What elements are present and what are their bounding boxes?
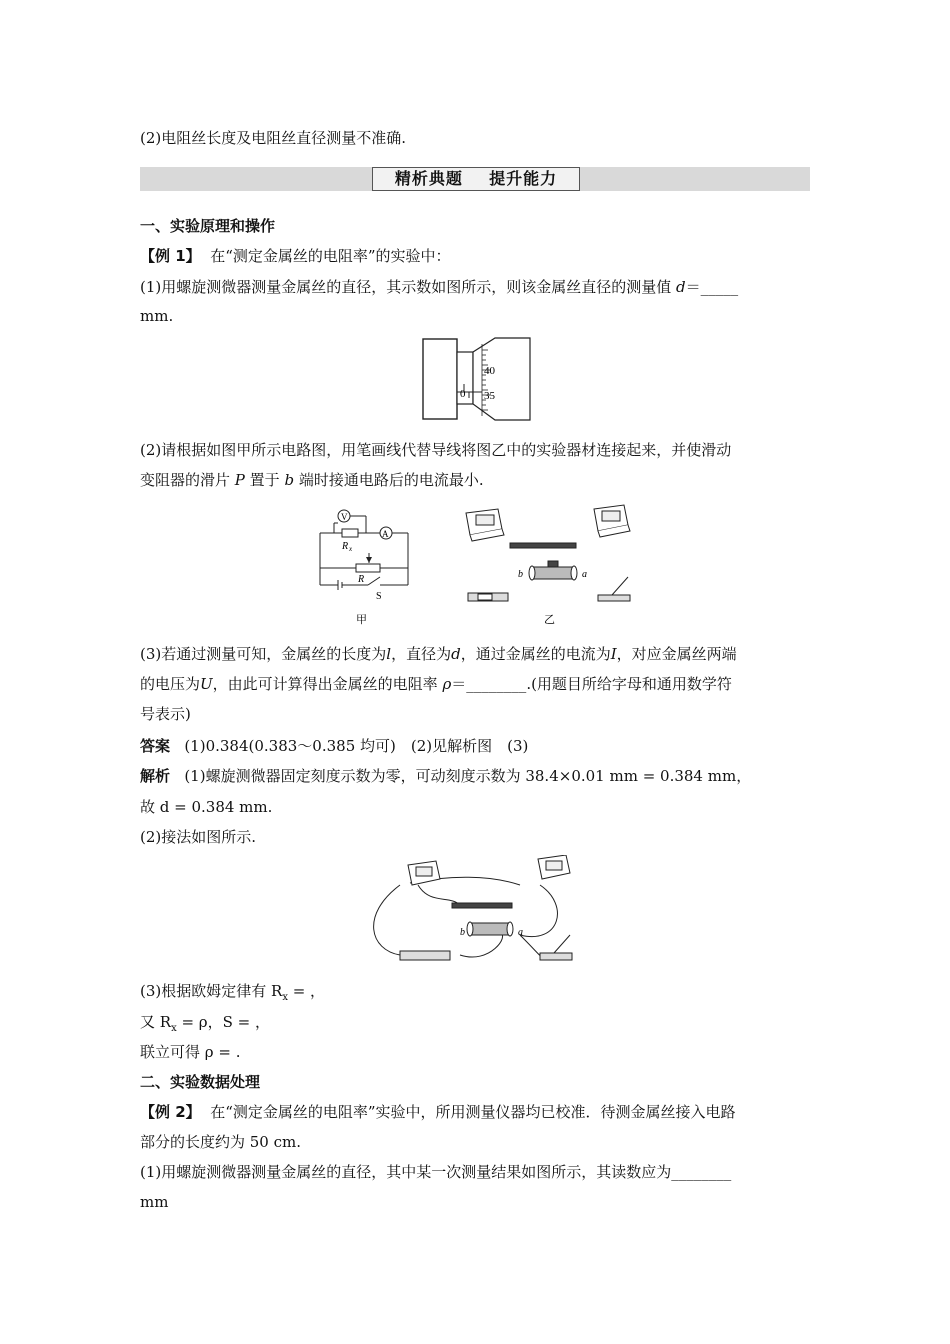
question2-line1: (2)请根据如图甲所示电路图，用笔画线代替导线将图乙中的实验器材连接起来，并使滑动 [140,441,732,459]
question2-line2: 变阻器的滑片 P 置于 b 端时接通电路后的电流最小. [140,471,484,489]
question3-line1: (3)若通过测量可知，金属丝的长度为l，直径为d，通过金属丝的电流为I，对应金属丝两端 [140,645,737,663]
analysis-line3: (2)接法如图所示. [140,828,257,846]
q3-text-g: .(用题目所给字母和通用数学符 [526,675,732,693]
switch-label: S [376,591,382,602]
micrometer-zero: 0 [460,388,466,400]
analysis-label: 解析 [140,767,171,785]
example2-line4: mm [140,1193,169,1211]
example2-line3: (1)用螺旋测微器测量金属丝的直径，其中某一次测量结果如图所示，其读数应为________ [140,1163,732,1181]
example1-intro [140,246,451,266]
section-heading-2: 二、实验数据处理 [140,1073,261,1091]
analysis-line5: 又 $R_x = \rho$，S = ， [140,1013,271,1034]
example2-tag: 【例 2】 [140,1103,201,1121]
rx-sub-label: x [349,545,353,553]
ammeter-label: A [382,529,389,539]
analysis-text-1: (1)螺旋测微器固定刻度示数为零，可动刻度示数为 38.4×0.01 mm = 0.384 mm， [184,767,752,785]
example2-line1 [140,1102,736,1122]
example1-tag: 【例 1】 [140,247,201,265]
question1-unit: mm. [140,307,174,325]
top-note: (2)电阻丝长度及电阻丝直径测量不准确. [140,129,407,147]
q3-text-f: ，由此可计算得出金属丝的电阻率 [212,675,438,693]
analysis-line1 [140,766,751,786]
q2-text-a: 变阻器的滑片 [140,471,231,489]
analysis-text-4b: = ， [287,982,326,1000]
banner-right: 提升能力 [489,169,558,188]
question3-line3: 号表示) [140,705,191,723]
answer-label: 答案 [140,737,171,755]
q2-text-b: 置于 [249,471,280,489]
rheostat-a-label: a [582,569,587,580]
micrometer-label-40: 40 [484,365,495,377]
question1-text: (1)用螺旋测微器测量金属丝的直径，其示数如图所示，则该金属丝直径的测量值 [140,278,672,296]
q3-text-e: 的电压为 [140,675,201,693]
section-heading-1: 一、实验原理和操作 [140,217,276,235]
q3-text-c: ，通过金属丝的电流为 [460,645,611,663]
answer-line [140,736,528,756]
example2-text-1: 在“测定金属丝的电阻率”实验中，所用测量仪器均已校准．待测金属丝接入电路 [210,1103,736,1121]
q3-text-b: ，直径为 [391,645,452,663]
apparatus-figure-yi [448,503,643,632]
question3-line2: 的电压为U，由此可计算得出金属丝的电阻率 ρ＝________.(用题目所给字母和通用数学符 [140,675,732,693]
banner-left: 精析典题 [394,169,463,188]
analysis-line6: 联立可得 ρ = . [140,1043,241,1061]
analysis-line4: (3)根据欧姆定律有 $R_x$ = ， [140,982,326,1003]
answer-text: (1)0.384(0.383～0.385 均可) (2)见解析图 (3) [184,737,529,755]
solution-a-label: a [518,927,523,938]
section-banner [140,167,810,191]
micrometer-label-35: 35 [484,390,495,402]
voltmeter-label: V [341,512,348,522]
example2-line2: 部分的长度约为 50 cm. [140,1133,302,1151]
analysis-text-4: (3)根据欧姆定律有 R [140,982,283,1000]
q3-text-d: ，对应金属丝两端 [616,645,737,663]
banner-box [372,167,580,191]
micrometer-figure [420,334,535,428]
figure-jia-label: 甲 [356,614,367,626]
solution-b-label: b [460,927,465,938]
rheostat-b-label: b [518,569,523,580]
r-label: R [358,574,365,585]
analysis-text-5: 又 R [140,1013,172,1031]
circuit-diagram-jia [314,503,424,632]
analysis-line2: 故 d = 0.384 mm. [140,798,273,816]
q3-text-a: (3)若通过测量可知，金属丝的长度为 [140,645,387,663]
figure-yi-label: 乙 [544,614,555,626]
rx-label: R [342,541,349,552]
example1-intro-text: 在“测定金属丝的电阻率”的实验中： [210,247,451,265]
q2-text-c: 端时接通电路后的电流最小. [298,471,484,489]
analysis-text-5b: = ρ，S = ， [176,1013,271,1031]
question1-line: (1)用螺旋测微器测量金属丝的直径，其示数如图所示，则该金属丝直径的测量值 d＝_____ [140,278,739,296]
wiring-solution-figure [370,855,600,977]
